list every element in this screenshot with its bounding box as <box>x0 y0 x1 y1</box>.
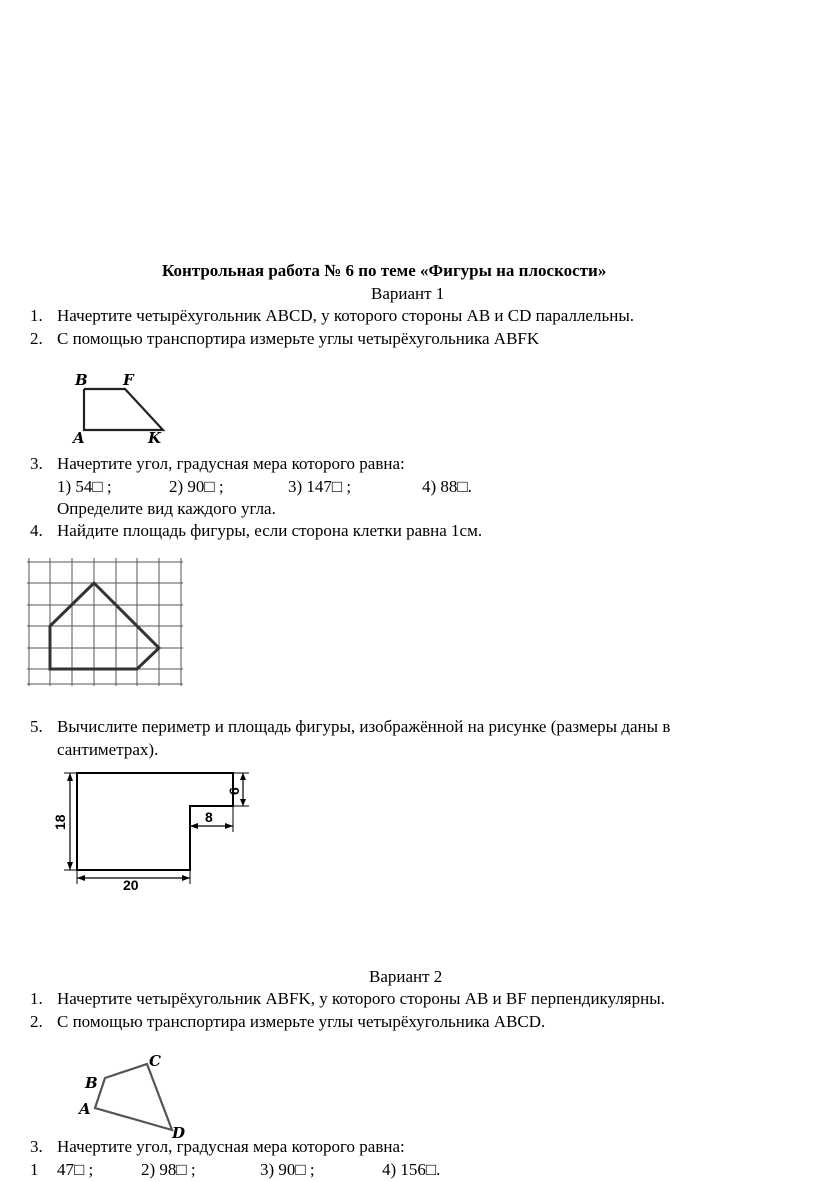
v1-q5-text-line1: Вычислите периметр и площадь фигуры, изображённой на рисунке (размеры даны в <box>57 717 671 736</box>
v2-q3-number: 3. <box>30 1137 43 1156</box>
dim-20-label: 20 <box>123 877 139 893</box>
v1-q3-option: 2) 90□ ; <box>169 477 224 496</box>
dim-18-label: 18 <box>52 814 68 830</box>
v1-q3-text: Начертите угол, градусная мера которого равна: <box>57 454 405 473</box>
dimensioned-figure <box>50 760 280 895</box>
label-k: K <box>148 429 162 447</box>
dim-6-label: 6 <box>226 787 242 795</box>
quadrilateral-abfk-figure <box>65 368 185 448</box>
v1-q4-text: Найдите площадь фигуры, если сторона клетки равна 1см. <box>57 521 483 540</box>
v2-q3-option: 4) 156□. <box>382 1160 441 1179</box>
grid-polygon-figure <box>27 558 187 688</box>
v2-q3-text: Начертите угол, градусная мера которого равна: <box>57 1137 405 1156</box>
v2-q3-lead: 1 <box>30 1160 39 1179</box>
quadrilateral-abcd-figure <box>75 1050 205 1140</box>
v1-q3-option: 1) 54□ ; <box>57 477 112 496</box>
v1-q2-text: С помощью транспортира измерьте углы четырёхугольника ABFK <box>57 329 540 348</box>
v1-q3-note: Определите вид каждого угла. <box>57 499 276 518</box>
dim-8-label: 8 <box>205 809 213 825</box>
v2-q3-option: 47□ ; <box>57 1160 94 1179</box>
v2-q1-number: 1. <box>30 989 43 1008</box>
page-title: Контрольная работа № 6 по теме «Фигуры на плоскости» <box>162 261 607 280</box>
v1-q5-text-line2: сантиметрах). <box>57 740 159 759</box>
label-a: A <box>79 1100 91 1118</box>
v2-q1-text: Начертите четырёхугольник ABFK, у которого стороны AB и BF перпендикулярны. <box>57 989 665 1008</box>
v1-q4-number: 4. <box>30 521 43 540</box>
variant-1-heading: Вариант 1 <box>371 284 445 303</box>
v2-q2-text: С помощью транспортира измерьте углы четырёхугольника ABCD. <box>57 1012 546 1031</box>
v1-q3-number: 3. <box>30 454 43 473</box>
variant-2-heading: Вариант 2 <box>369 967 443 986</box>
v1-q2-number: 2. <box>30 329 43 348</box>
v1-q1-number: 1. <box>30 306 43 325</box>
label-c: C <box>149 1052 161 1070</box>
label-b: B <box>85 1074 98 1092</box>
v2-q3-option: 2) 98□ ; <box>141 1160 196 1179</box>
label-f: F <box>123 371 134 389</box>
v2-q2-number: 2. <box>30 1012 43 1031</box>
label-b: B <box>75 371 88 389</box>
v1-q3-option: 4) 88□. <box>422 477 472 496</box>
v1-q1-text: Начертите четырёхугольник ABCD, у которого стороны AB и CD параллельны. <box>57 306 634 325</box>
v2-q3-option: 3) 90□ ; <box>260 1160 315 1179</box>
label-d: D <box>172 1124 186 1142</box>
v1-q3-option: 3) 147□ ; <box>288 477 352 496</box>
v1-q5-number: 5. <box>30 717 43 736</box>
label-a: A <box>73 429 85 447</box>
